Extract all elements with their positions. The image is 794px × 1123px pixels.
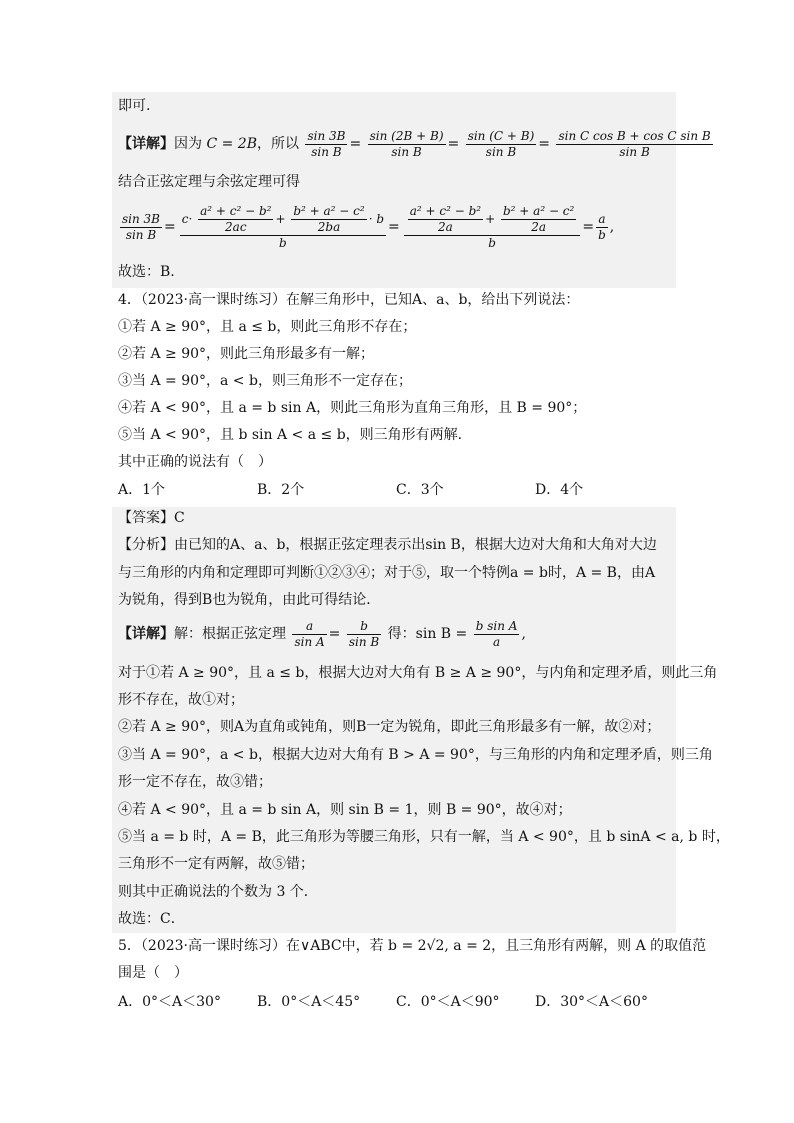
q3-fraction-2: $\frac{\sin (2B + B)}{\text{sin B}}$ <box>369 128 444 159</box>
q4-count: 则其中正确说法的个数为 3 个． <box>118 884 318 900</box>
q4-answer: 【答案】C <box>118 510 185 526</box>
q4-option-c: C．3个 <box>396 482 444 498</box>
q3-detail-tag: 【详解】 <box>118 136 174 152</box>
q4-option-d: D．4个 <box>535 482 584 498</box>
q3-tail: 即可. <box>118 98 151 114</box>
q4-stem: 4．（2023·高一课时练习）在解三角形中，已知A、a、b，给出下列说法： <box>118 292 580 308</box>
q4-detail-4: ④若 A < 90°，且 a = b sin A，则 sin B = 1，则 B = 90°，故④对； <box>118 802 572 818</box>
q3-result-fraction: $\frac{a}{b}$ <box>598 211 606 242</box>
q4-options <box>118 480 676 500</box>
q3-fraction-4: $\frac{\text{sin C cos B + cos C sin B}}{\text{sin B}}$ <box>558 128 711 159</box>
q5-option-d: D．30°＜A＜60° <box>535 994 648 1010</box>
q3-big-equation: $\frac{\sin 3B}{\text{sin B}}$ = c· $\frac{\text{a² + c² − b²}}{2ac}$ + $\frac{\text{b² + a² − c²}}{2ba}$ · b b = $\frac{\text{a² + c² − b²}}{2a}$ + $\frac{\text{b² + a² − c²}}{2a}$ b = $\frac{a}{b}$ , <box>122 203 615 250</box>
q4-sinb-fraction: $\frac{\text{b sin A}}{a}$ <box>475 618 518 649</box>
q4-statement-4: ④若 A < 90°，且 a = b sin A，则此三角形为直角三角形，且 B = 90°； <box>118 400 587 416</box>
q4-option-a: A．1个 <box>118 482 166 498</box>
q4-option-b: B．2个 <box>257 482 305 498</box>
q4-statement-1: ①若 A ≥ 90°，且 a ≤ b，则此三角形不存在； <box>118 319 417 335</box>
q4-detail-get: 得：sin B = <box>387 626 468 642</box>
q4-sine-fraction-left: $\frac{a}{\text{sin A}}$ <box>294 618 325 649</box>
q4-detail-5b: 三角形不一定有两解，故⑤错； <box>118 856 314 872</box>
q4-detail-2: ②若 A ≥ 90°，则A为直角或钝角，则B一定为锐角，即此三角形最多有一解，故②对； <box>118 719 661 735</box>
q3-fraction-1: $\frac{\sin 3B}{\text{sin B}}$ <box>307 128 346 159</box>
q5-stem-2: 围是（ ） <box>118 965 188 981</box>
q5-stem-1: 5．（2023·高一课时练习）在∨ABC中，若 b = 2√2, a = 2，且三角形有两解，则 A 的取值范 <box>118 938 707 954</box>
q4-detail-line: 【详解】解：根据正弦定理 $\frac{a}{\text{sin A}}$ = $\frac{b}{\text{sin B}}$ 得：sin B = $\frac{\text{b sin A}}{a}$ , <box>118 618 526 649</box>
q3-detail-line: 【详解】因为 C = 2B，所以 $\frac{\sin 3B}{\text{sin B}}$ = $\frac{\sin (2B + B)}{\text{sin B}}$ = $\frac{\sin (C + B)}{\text{sin B}}$ = $\frac{\text{sin C cos B + cos C sin B}}{\text{sin B}}$ <box>118 128 711 159</box>
q4-detail-5a: ⑤当 a = b 时，A = B，此三角形为等腰三角形，只有一解，当 A < 90°，且 b sinA < a, b 时， <box>118 829 730 845</box>
q3-condition: C = 2B <box>206 136 257 152</box>
q4-analysis-2: 与三角形的内角和定理即可判断①②③④；对于⑤，取一个特例a = b时，A = B，由A <box>118 565 656 581</box>
q4-question: 其中正确的说法有（ ） <box>118 454 272 470</box>
q3-compound-fraction-2: $\frac{\text{a² + c² − b²}}{2a}$ + $\frac{\text{b² + a² − c²}}{2a}$ b <box>404 204 581 251</box>
q3-so: ，所以 <box>257 136 299 152</box>
q5-option-b: B．0°＜A＜45° <box>257 994 361 1010</box>
q4-analysis-1: 【分析】由已知的A、a、b，根据正弦定理表示出sin B，根据大边对大角和大角对大边 <box>118 537 657 553</box>
q4-analysis-3: 为锐角，得到B也为锐角，由此可得结论． <box>118 592 381 608</box>
q5-option-c: C．0°＜A＜90° <box>396 994 500 1010</box>
q4-statement-2: ②若 A ≥ 90°，则此三角形最多有一解； <box>118 346 375 362</box>
q4-detail-3b: 形一定不存在，故③错； <box>118 774 272 790</box>
q3-choice: 故选：B. <box>118 264 175 280</box>
q4-statement-3: ③当 A = 90°，a < b，则三角形不一定存在； <box>118 373 412 389</box>
q4-sine-fraction-right: $\frac{b}{\text{sin B}}$ <box>348 618 380 649</box>
q3-fraction-3: $\frac{\sin (C + B)}{\text{sin B}}$ <box>467 128 535 159</box>
q5-option-a: A．0°＜A＜30° <box>118 994 221 1010</box>
q3-detail-intro: 因为 <box>174 136 202 152</box>
q4-detail-1b: 形不存在，故①对； <box>118 692 244 708</box>
q4-statement-5: ⑤当 A < 90°，且 b sin A < a ≤ b，则三角形有两解. <box>118 427 463 443</box>
q4-detail-tag: 【详解】 <box>118 626 174 642</box>
q3-combine: 结合正弦定理与余弦定理可得 <box>118 174 300 190</box>
q4-detail-1a: 对于①若 A ≥ 90°，且 a ≤ b，根据大边对大角有 B ≥ A ≥ 90°，与内角和定理矛盾，则此三角 <box>118 665 718 681</box>
q4-detail-intro: 解：根据正弦定理 <box>174 626 286 642</box>
q5-options <box>118 992 676 1012</box>
q4-detail-3a: ③当 A = 90°，a < b，根据大边对大角有 B > A = 90°，与三角形的内角和定理矛盾，则三角 <box>118 747 713 763</box>
q3-compound-fraction-1: c· $\frac{\text{a² + c² − b²}}{2ac}$ + $\frac{\text{b² + a² − c²}}{2ba}$ · b b <box>181 203 385 250</box>
q4-choice: 故选：C． <box>118 911 185 927</box>
q3-lhs-fraction: $\frac{\sin 3B}{\text{sin B}}$ <box>122 211 160 242</box>
